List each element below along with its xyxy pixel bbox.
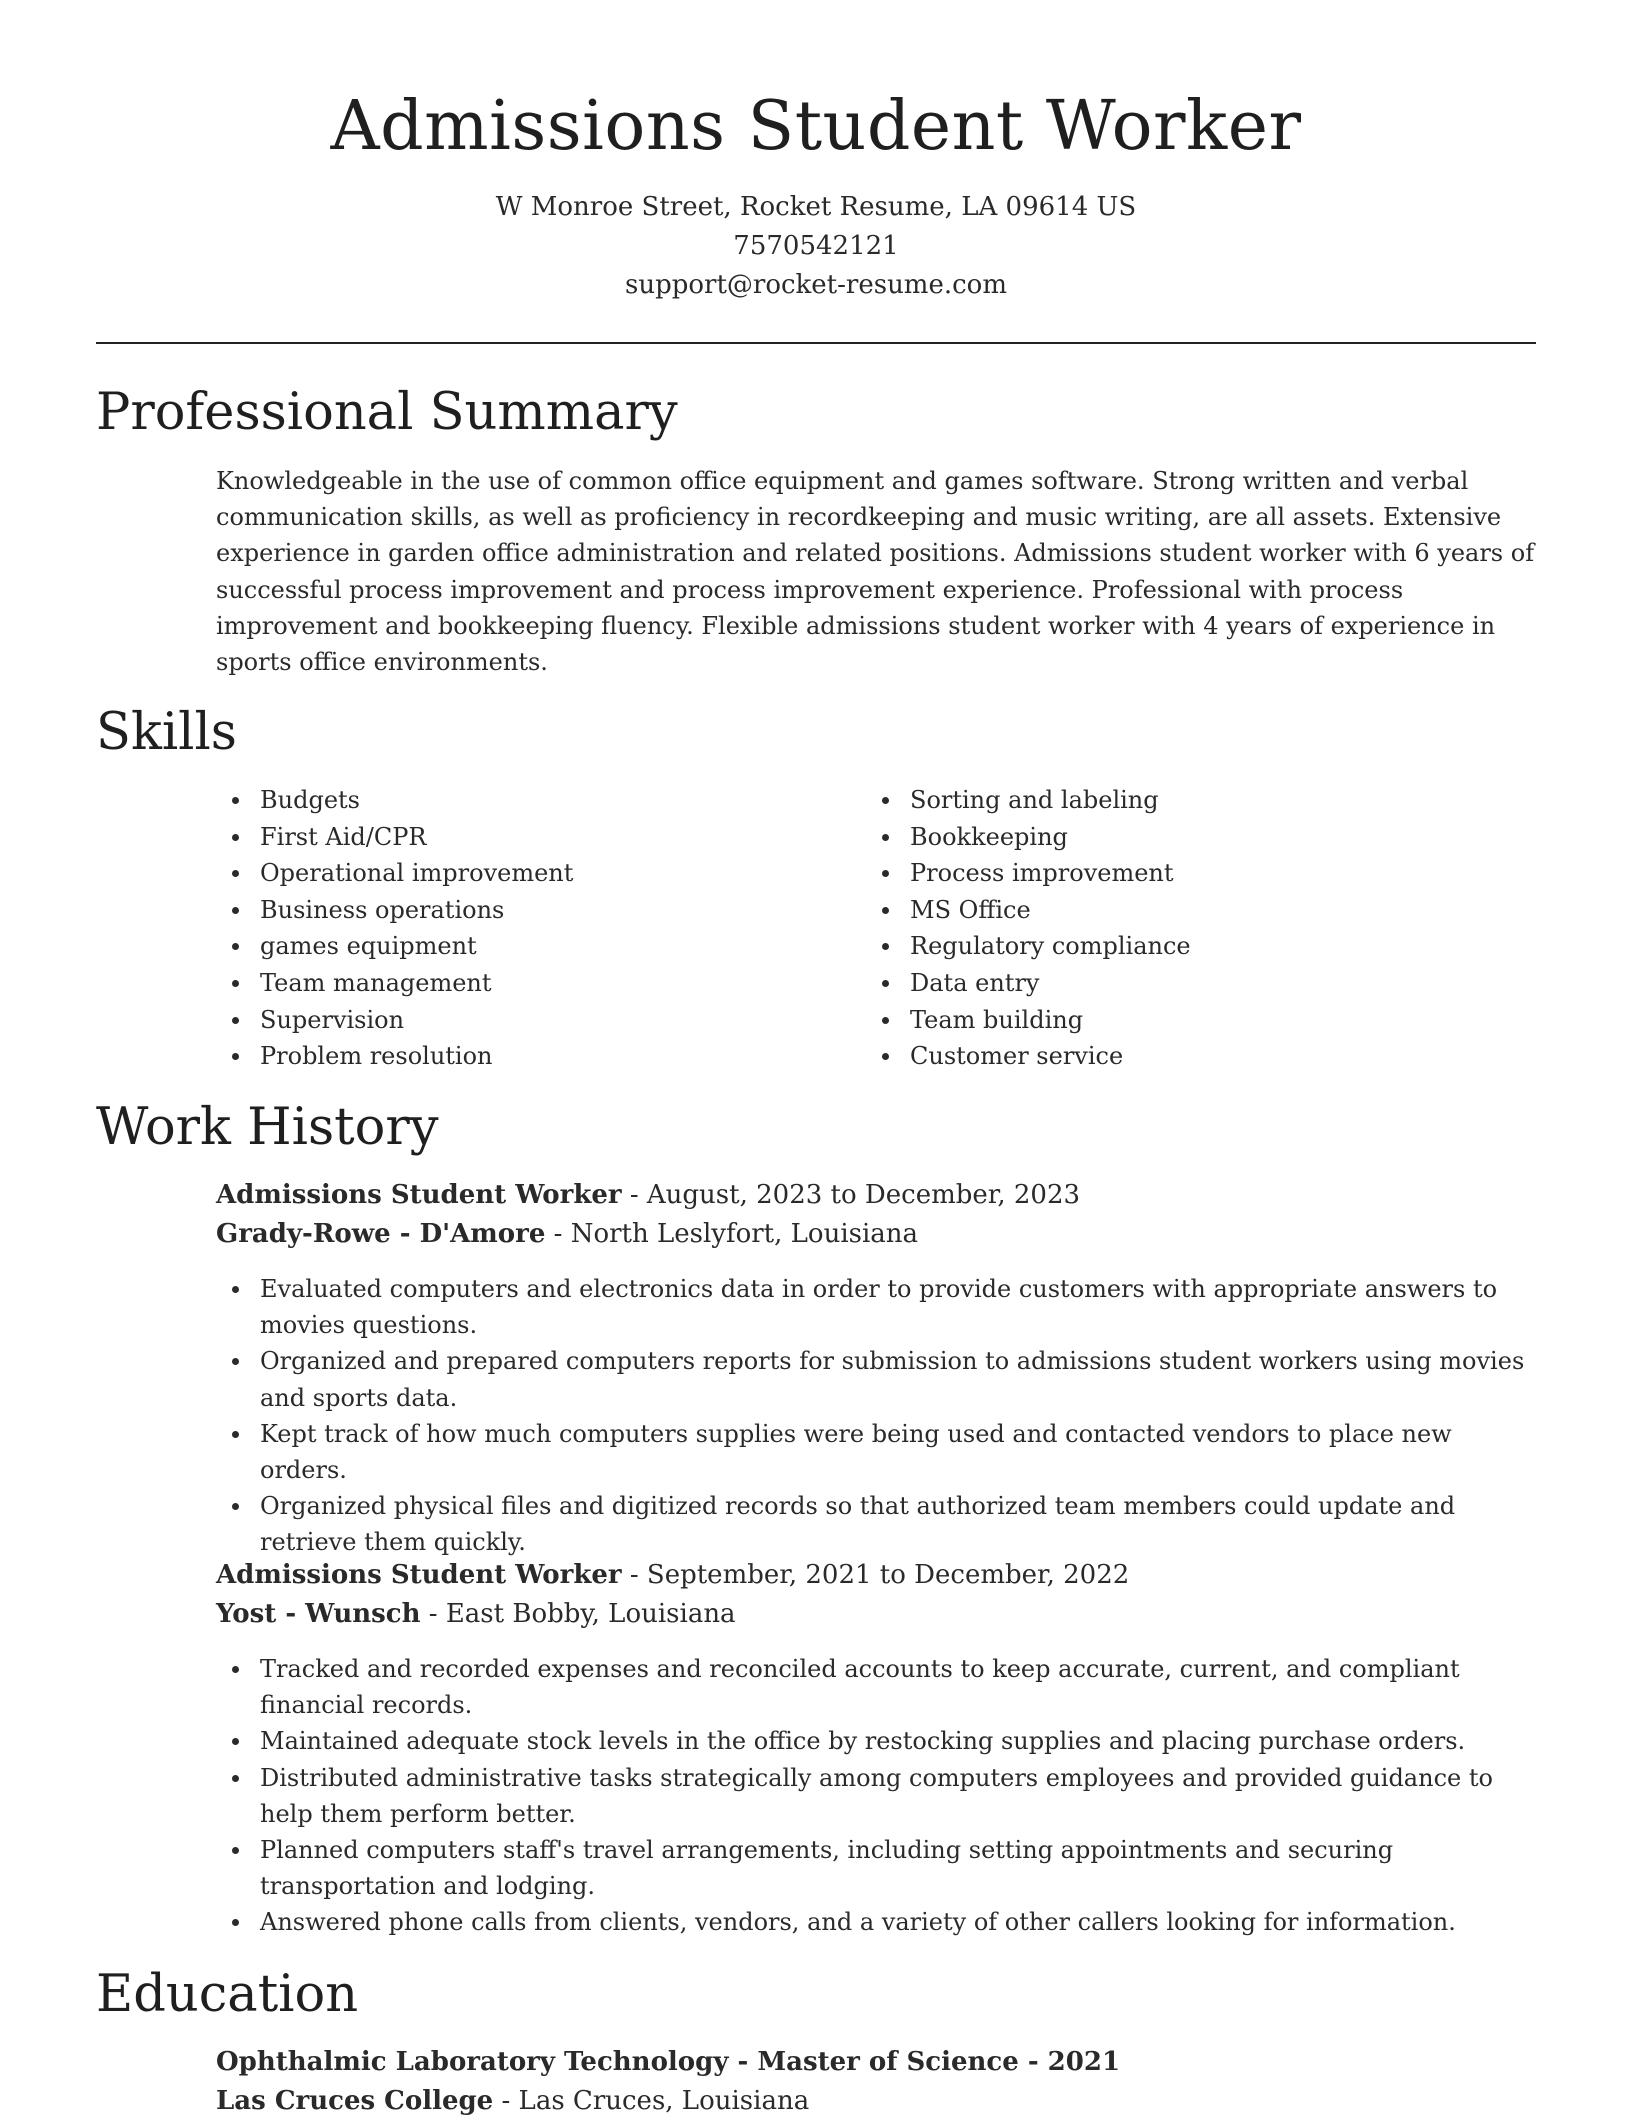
resume-header xyxy=(0,82,1632,305)
job-entry xyxy=(216,1556,1536,1941)
skill-item: First Aid/CPR xyxy=(216,819,856,856)
candidate-name: Admissions Student Worker xyxy=(330,87,1302,166)
job-company: Grady-Rowe - D'Amore xyxy=(216,1219,546,1249)
contact-info xyxy=(0,188,1632,305)
phone: 7570542121 xyxy=(733,231,899,261)
education-location: - Las Cruces, Louisiana xyxy=(493,2086,810,2116)
skills-heading: Skills xyxy=(96,703,237,762)
job-bullet: Maintained adequate stock levels in the office by restocking supplies and placing purchase orders. xyxy=(216,1723,1536,1759)
job-bullet: Organized and prepared computers reports for submission to admissions student workers using movies and sports data. xyxy=(216,1343,1536,1415)
job-bullets xyxy=(216,1271,1536,1561)
job-position: Admissions Student Worker xyxy=(216,1560,622,1590)
skill-item: Sorting and labeling xyxy=(866,782,1526,819)
skill-item: MS Office xyxy=(866,892,1526,929)
skill-item: Operational improvement xyxy=(216,855,856,892)
skill-item: games equipment xyxy=(216,928,856,965)
job-bullet: Evaluated computers and electronics data in order to provide customers with appropriate answers to movies questions. xyxy=(216,1271,1536,1343)
skill-item: Budgets xyxy=(216,782,856,819)
job-bullet: Planned computers staff's travel arrangements, including setting appointments and securing transportation and lodging. xyxy=(216,1832,1536,1904)
skill-item: Bookkeeping xyxy=(866,819,1526,856)
skills-list-right xyxy=(866,782,1526,1075)
skill-item: Supervision xyxy=(216,1002,856,1039)
job-dates: - August, 2023 to December, 2023 xyxy=(621,1180,1081,1210)
address: W Monroe Street, Rocket Resume, LA 09614 US xyxy=(495,192,1137,222)
summary-heading: Professional Summary xyxy=(96,383,678,442)
job-bullet: Kept track of how much computers supplies were being used and contacted vendors to place new orders. xyxy=(216,1416,1536,1488)
education-degree-line xyxy=(216,2043,1536,2082)
summary-text: Knowledgeable in the use of common office equipment and games software. Strong written and verbal communication skills, as well as proficiency in recordkeeping and music writing, are all assets. Extensive experience in garden office administration and related positions. Admissions student worker with 6 years of successful process improvement and process improvement experience. Professional with process improvement and bookkeeping fluency. Flexible admissions student worker with 4 years of experience in sports office environments. xyxy=(216,467,1535,677)
header-divider xyxy=(96,342,1536,344)
job-position: Admissions Student Worker xyxy=(216,1180,622,1210)
job-company-line xyxy=(216,1215,1536,1254)
job-company-line xyxy=(216,1595,1536,1634)
skill-item: Team management xyxy=(216,965,856,1002)
education-degree: Ophthalmic Laboratory Technology - Master of Science - 2021 xyxy=(216,2047,1121,2077)
job-bullet: Tracked and recorded expenses and reconciled accounts to keep accurate, current, and compliant financial records. xyxy=(216,1651,1536,1723)
skill-item: Data entry xyxy=(866,965,1526,1002)
work-history-heading: Work History xyxy=(96,1098,439,1157)
education-school-line xyxy=(216,2082,1536,2121)
job-title-line xyxy=(216,1556,1536,1595)
email: support@rocket-resume.com xyxy=(624,270,1007,300)
job-bullet: Answered phone calls from clients, vendors, and a variety of other callers looking for information. xyxy=(216,1904,1536,1940)
job-company: Yost - Wunsch xyxy=(216,1599,421,1629)
job-dates: - September, 2021 to December, 2022 xyxy=(621,1560,1130,1590)
skill-item: Problem resolution xyxy=(216,1038,856,1075)
job-bullet: Organized physical files and digitized records so that authorized team members could update and retrieve them quickly. xyxy=(216,1488,1536,1560)
job-bullets xyxy=(216,1651,1536,1941)
skills-list-left xyxy=(216,782,856,1075)
skill-item: Process improvement xyxy=(866,855,1526,892)
education-entry xyxy=(216,2043,1536,2121)
skill-item: Business operations xyxy=(216,892,856,929)
job-entry xyxy=(216,1176,1536,1561)
education-heading: Education xyxy=(96,1965,359,2024)
skill-item: Team building xyxy=(866,1002,1526,1039)
job-bullet: Distributed administrative tasks strategically among computers employees and provided guidance to help them perform better. xyxy=(216,1760,1536,1832)
job-location: - North Leslyfort, Louisiana xyxy=(545,1219,919,1249)
education-school: Las Cruces College xyxy=(216,2086,494,2116)
job-location: - East Bobby, Louisiana xyxy=(420,1599,736,1629)
skill-item: Regulatory compliance xyxy=(866,928,1526,965)
skill-item: Customer service xyxy=(866,1038,1526,1075)
job-title-line xyxy=(216,1176,1536,1215)
